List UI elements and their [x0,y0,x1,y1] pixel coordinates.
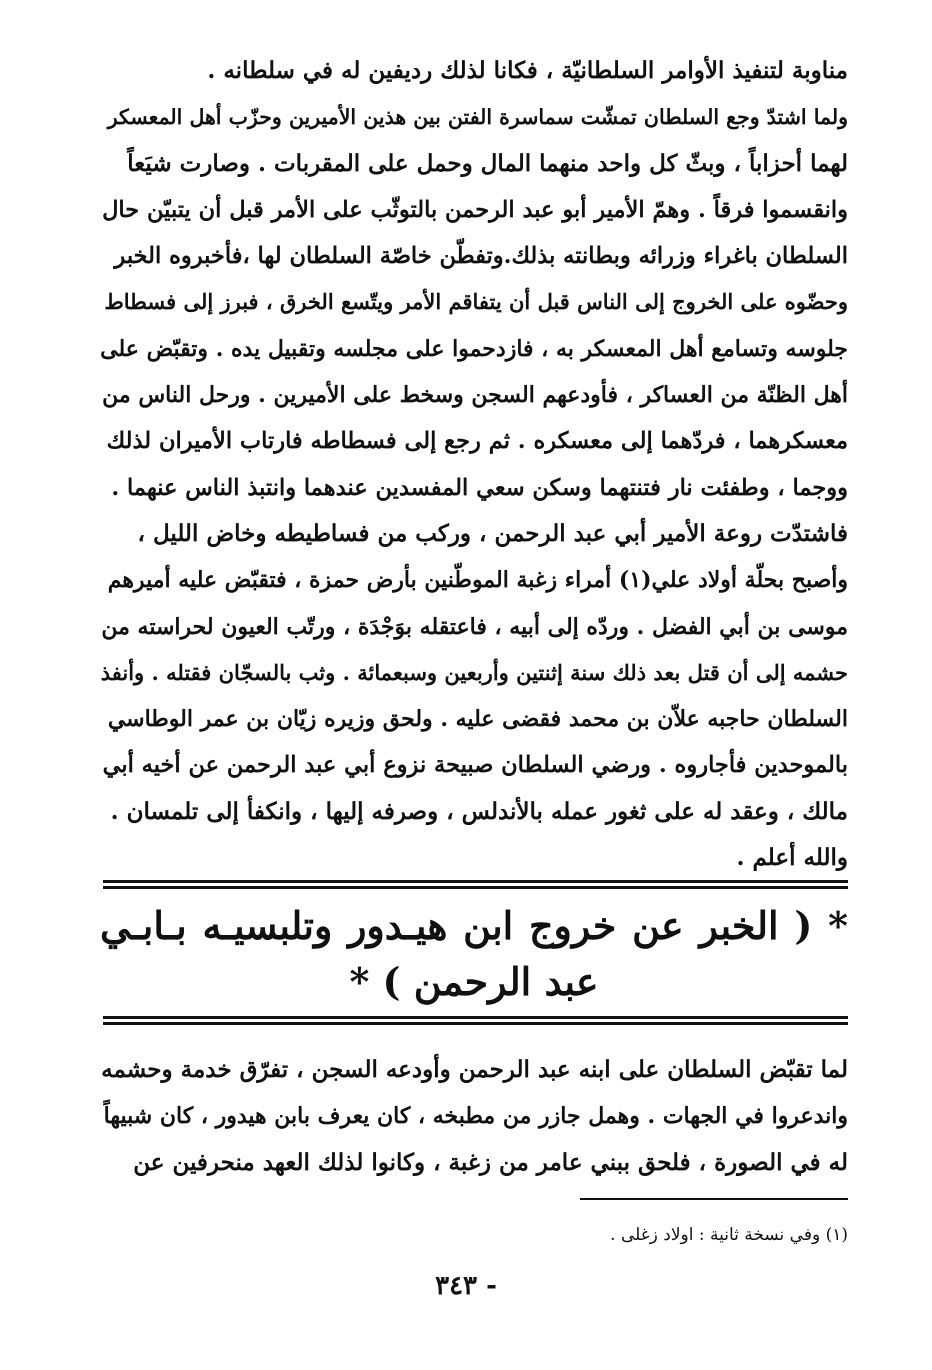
text-line: مالك ، وعقد له على ثغور عمله بالأندلس ، وصرفه إليها ، وانكفأ إلى تلمسان . [110,797,848,825]
text-line: معسكرهما ، فردّهما إلى معسكره . ثم رجع إلى فسطاطه فارتاب الأميران لذلك [106,428,848,455]
text-line: لهما أحزاباً ، وبثّ كل واحد منهما المال وحمل على المقربات . وصارت شيَعاً [127,149,848,177]
paragraph-1 [100,48,848,881]
footnote: (١) وفي نسخة ثانية : اولاد زغلى . [610,1225,848,1245]
heading-bottom-rule [103,1016,848,1025]
text-line: فاشتدّت روعة الأمير أبي عبد الرحمن ، وركب من فساطيطه وخاض الليل ، [137,519,848,547]
text-line: واندعروا في الجهات . وهمل جازر من مطبخه ، كان يعرف بابن هيدور ، كان شبيهاً [103,1103,848,1130]
text-line: له في الصورة ، فلحق ببني عامر من زغبة ، وكانوا لذلك العهد منحرفين عن [133,1148,848,1176]
heading-top-rule [103,880,848,889]
text-line: وحضّوه على الخروج إلى الناس قبل أن يتفاقم الأمر ويتّسع الخرق ، فبرز إلى فسطاط [104,289,848,315]
text-line: جلوسه وتسامع أهل المعسكر به ، فازدحموا على مجلسه وتقبيل يده . وتقبّض على [100,335,848,362]
text-line: وأصبح بحلّة أولاد علي(١) أمراء زغبة الموطّنين بأرض حمزة ، فتقبّض عليه أميرهم [107,567,848,594]
section-heading-line-2: عبد الرحمن ) * [349,959,599,1004]
text-line: والله أعلم . [736,844,848,872]
text-line: ووجما ، وطفئت نار فتنتهما وسكن سعي المفسدين عندهما وانتبذ الناس عنهما . [111,474,848,501]
text-line: وانقسموا فرقاً . وهمّ الأمير أبو عبد الرحمن بالتوثّب على الأمر قبل أن يتبيّن حال [102,196,848,223]
text-line: السلطان حاجبه علاّن بن محمد فقضى عليه . ولحق وزيره زيّان بن عمر الوطاسي [107,706,848,733]
page-number: - ٣٤٣ [435,1271,497,1301]
footnote-separator [580,1198,848,1200]
paragraph-2 [100,1047,848,1186]
text-line: حشمه إلى أن قتل بعد ذلك سنة إثنتين وأربعين وسبعمائة . وثب بالسجّان فقتله . وأنفذ [100,659,848,685]
text-line: السلطان باغراء وزرائه وبطانته بذلك.وتفطّن خاصّة السلطان لها ،فأخبروه الخبر [114,243,848,270]
text-line: بالموحدين فأجاروه . ورضي السلطان صبيحة نزوع أبي عبد الرحمن عن أخيه أبي [102,752,848,779]
text-line: مناوبة لتنفيذ الأوامر السلطانيّة ، فكانا لذلك رديفين له في سلطانه . [207,57,848,84]
text-line: ولما اشتدّ وجع السلطان تمشّت سماسرة الفتن بين هذين الأميرين وحزّب أهل المعسكر [107,105,848,130]
text-line: أهل الظنّة من العساكر ، فأودعهم السجن وسخط على الأميرين . ورحل الناس من [102,382,848,409]
section-heading [100,898,848,1010]
section-heading-line-1: * ( الخبر عن خروج ابن هيـدور وتلبسيـه بـابـي [100,903,848,948]
text-line: لما تقبّض السلطان على ابنه عبد الرحمن وأودعه السجن ، تفرّق خدمة وحشمه [101,1056,848,1083]
text-line: موسى بن أبي الفضل . وردّه إلى أبيه ، فاعتقله بوَجْدَة ، ورتّب العيون لحراسته من [101,613,848,640]
